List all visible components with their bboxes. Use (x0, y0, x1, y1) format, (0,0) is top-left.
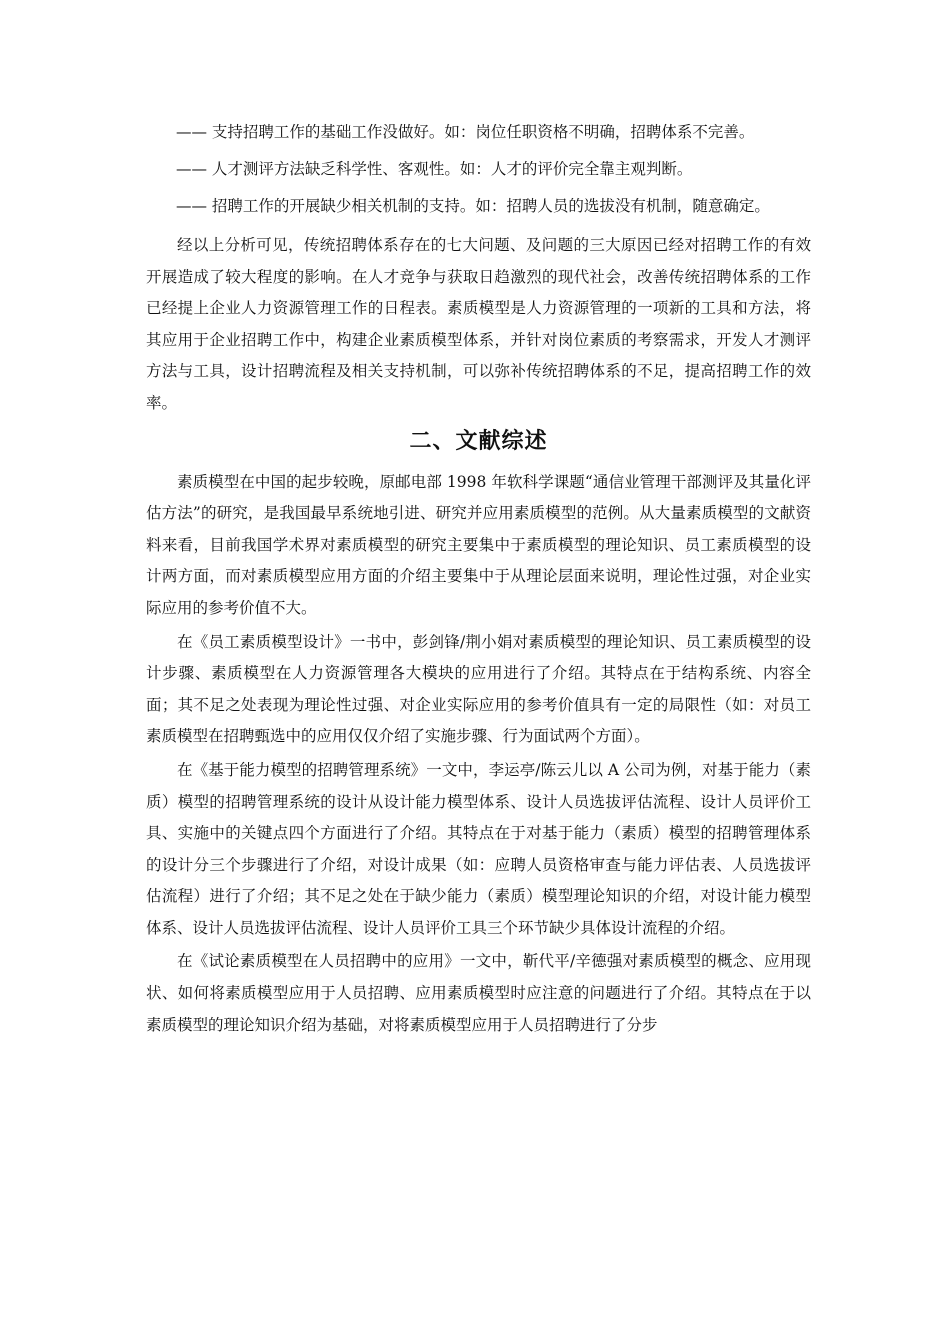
summary-paragraph: 经以上分析可见，传统招聘体系存在的七大问题、及问题的三大原因已经对招聘工作的有效开展造成了较大程度的影响。在人才竞争与获取日趋激烈的现代社会，改善传统招聘体系的工作已经提上企业人力资源管理工作的日程表。素质模型是人力资源管理的一项新的工具和方法，将其应用于企业招聘工作中，构建企业素质模型体系，并针对岗位素质的考察需求，开发人才测评方法与工具，设计招聘流程及相关支持机制，可以弥补传统招聘体系的不足，提高招聘工作的效率。 (146, 236, 811, 412)
body-paragraph: 在《员工素质模型设计》一书中，彭剑锋/荆小娟对素质模型的理论知识、员工素质模型的设计步骤、素质模型在人力资源管理各大模块的应用进行了介绍。其特点在于结构系统、内容全面；其不足之处表现为理论性过强、对企业实际应用的参考价值具有一定的局限性（如：对员工素质模型在招聘甄选中的应用仅仅介绍了实施步骤、行为面试两个方面）。 (146, 632, 811, 746)
bullet-item: —— 人才测评方法缺乏科学性、客观性。如：人才的评价完全靠主观判断。 (176, 160, 693, 178)
bullet-item: —— 招聘工作的开展缺少相关机制的支持。如：招聘人员的选拔没有机制，随意确定。 (176, 197, 770, 215)
bullet-item: —— 支持招聘工作的基础工作没做好。如：岗位任职资格不明确，招聘体系不完善。 (176, 123, 755, 141)
document-body (146, 122, 811, 1043)
body-paragraph: 素质模型在中国的起步较晚，原邮电部 1998 年软科学课题“通信业管理干部测评及其量化评估方法”的研究，是我国最早系统地引进、研究并应用素质模型的范例。从大量素质模型的文献资料来看，目前我国学术界对素质模型的研究主要集中于素质模型的理论知识、员工素质模型的设计两方面，而对素质模型应用方面的介绍主要集中于从理论层面来说明，理论性过强，对企业实际应用的参考价值不大。 (146, 472, 811, 617)
section-heading: 二、文献综述 (409, 428, 548, 454)
body-paragraph: 在《试论素质模型在人员招聘中的应用》一文中，靳代平/辛德强对素质模型的概念、应用现状、如何将素质模型应用于人员招聘、应用素质模型时应注意的问题进行了介绍。其特点在于以素质模型的理论知识介绍为基础，对将素质模型应用于人员招聘进行了分步 (146, 952, 811, 1034)
body-paragraph: 在《基于能力模型的招聘管理系统》一文中，李运亭/陈云儿以 A 公司为例，对基于能力（素质）模型的招聘管理系统的设计从设计能力模型体系、设计人员选拔评估流程、设计人员评价工具、实施中的关键点四个方面进行了介绍。其特点在于对基于能力（素质）模型的招聘管理体系的设计分三个步骤进行了介绍，对设计成果（如：应聘人员资格审查与能力评估表、人员选拔评估流程）进行了介绍；其不足之处在于缺少能力（素质）模型理论知识的介绍，对设计能力模型体系、设计人员选拔评估流程、设计人员评价工具三个环节缺少具体设计流程的介绍。 (146, 760, 811, 937)
